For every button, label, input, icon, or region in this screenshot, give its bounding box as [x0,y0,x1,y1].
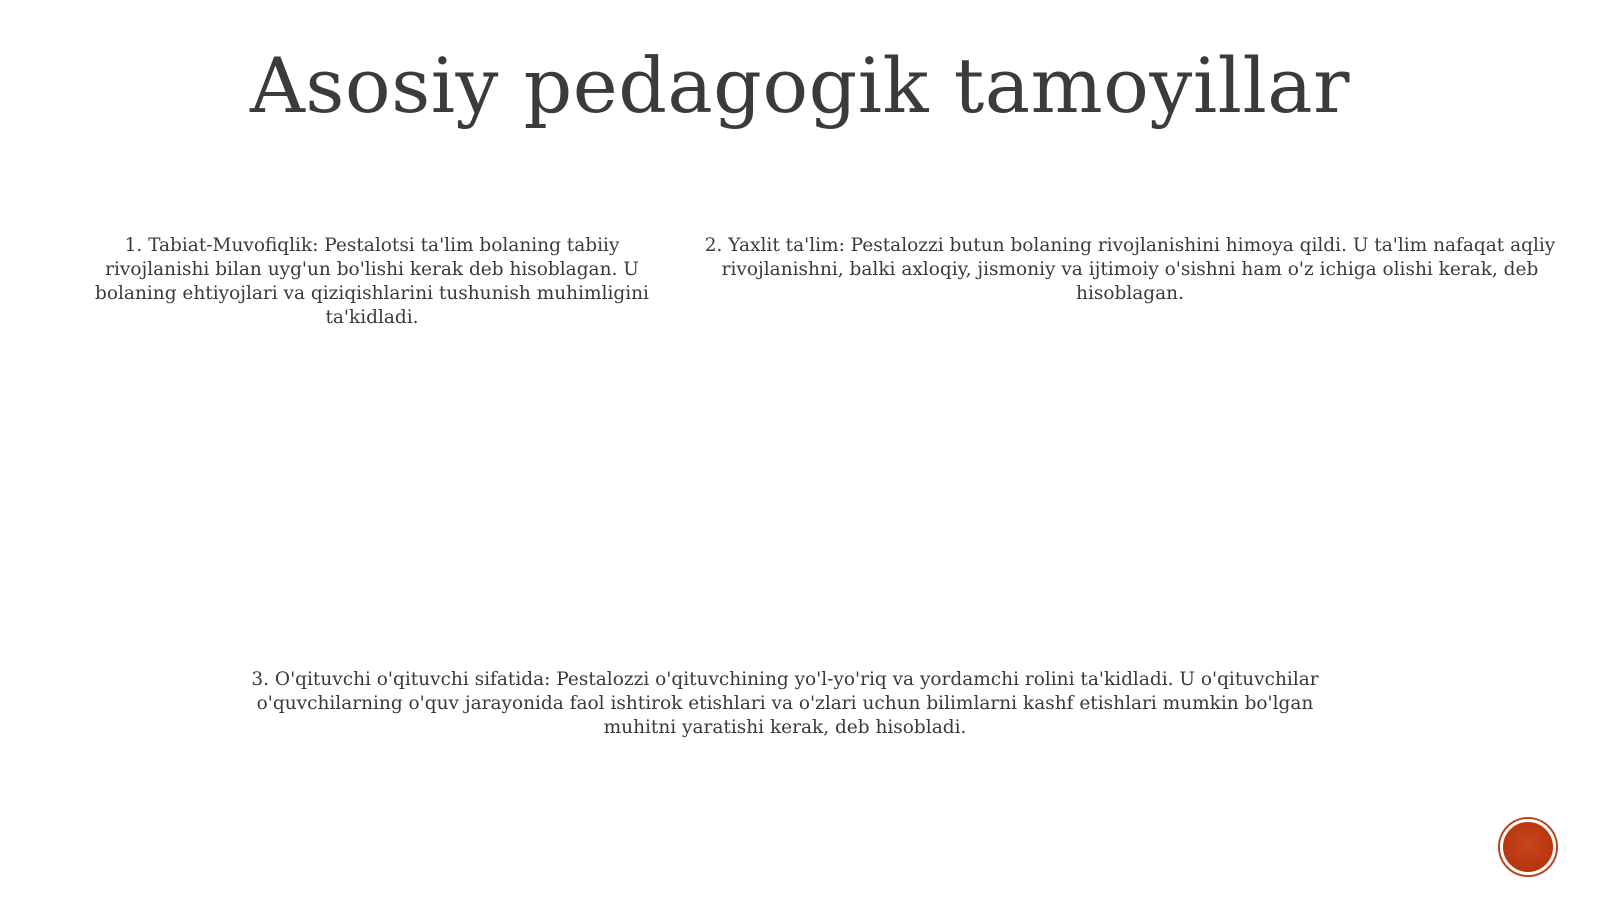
principle-text-3: 3. O'qituvchi o'qituvchi sifatida: Pestalozzi o'qituvchining yo'l-yo'riq va yordamchi rolini ta'kidladi. U o'qituvchilar o'quvchilarning o'quv jarayonida faol ishtirok etishlari va o'zlari uchun bilimlarni kashf etishlari mumkin bo'lgan muhitni yaratishi kerak, deb hisobladi. [251,669,1319,738]
principle-text-2: 2. Yaxlit ta'lim: Pestalozzi butun bolaning rivojlanishini himoya qildi. U ta'lim nafaqat aqliy rivojlanishni, balki axloqiy, jismoniy va ijtimoiy o'sishni ham o'z ichiga olishi kerak, deb hisoblagan. [704,235,1556,304]
slide-title: Asosiy pedagogik tamoyillar [250,41,1350,130]
principle-text-1: 1. Tabiat-Muvofiqlik: Pestalotsi ta'lim bolaning tabiiy rivojlanishi bilan uyg'un bo'lishi kerak deb hisoblagan. U bolaning ehtiyojlari va qiziqishlarini tushunish muhimligini ta'kidladi. [95,235,649,328]
slide-nav-button[interactable] [1500,819,1556,875]
